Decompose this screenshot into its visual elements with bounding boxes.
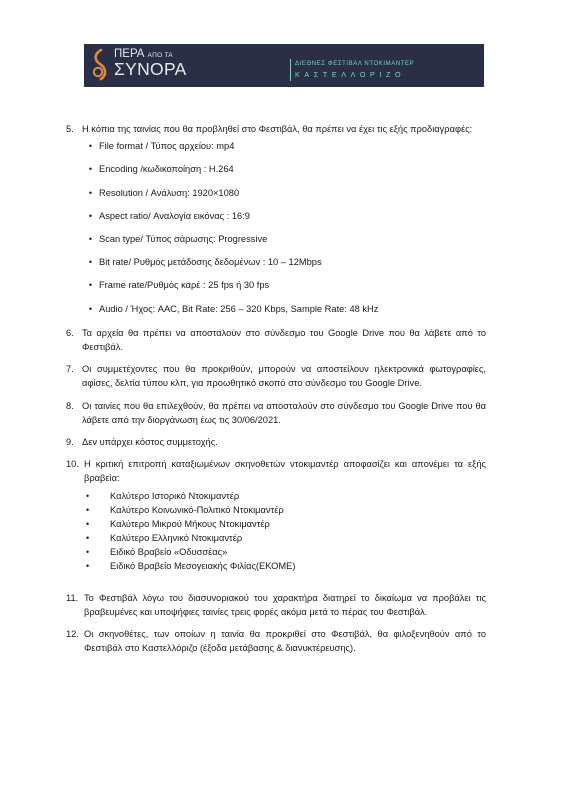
festival-subtitle: ΔΙΕΘΝΕΣ ΦΕΣΤΙΒΑΛ ΝΤΟΚΙΜΑΝΤΕΡ (295, 61, 415, 67)
award-text: Καλύτερο Ελληνικό Ντοκιμαντέρ (110, 532, 243, 543)
item-number: 12. (66, 629, 79, 640)
award-item (84, 559, 486, 573)
item-text: Οι συμμετέχοντες που θα προκριθούν, μπορούν να αποστείλουν ηλεκτρονικά φωτογραφίες, αφίσες, δελτία τύπου κλπ, για προωθητικό σκοπό στο σύνδεσμο του Google Drive. (82, 364, 486, 389)
item-number: 8. (66, 400, 74, 411)
list-item-10 (66, 457, 486, 572)
award-item (84, 489, 486, 503)
logo-divider (290, 59, 291, 81)
bullet-icon: • (86, 490, 90, 501)
spec-text: Encoding /κωδικοποίηση : H.264 (99, 164, 234, 175)
item-text: Η κριτική επιτροπή καταξιωμένων σκηνοθετών ντοκιμαντέρ αποφασίζει και απονέμει τα εξής βραβεία: (84, 459, 486, 484)
spec-item (82, 186, 486, 200)
list-item-6 (66, 326, 486, 354)
spec-item (82, 278, 486, 292)
logo-word-pera: ΠΕΡΑ (114, 48, 145, 60)
logo-word-synora: ΣΥΝΟΡΑ (114, 59, 187, 79)
list-item-9 (66, 435, 486, 449)
spec-list (82, 139, 486, 316)
item-number: 9. (66, 437, 74, 448)
spec-item (82, 209, 486, 223)
award-item (84, 545, 486, 559)
spec-text: File format / Τύπος αρχείου: mp4 (99, 141, 235, 152)
spec-item (82, 302, 486, 316)
spec-text: Scan type/ Τύπος σάρωσης: Progressive (99, 234, 268, 245)
bullet-icon: • (86, 532, 90, 543)
bullet-icon: • (88, 257, 93, 268)
list-item-5 (66, 122, 486, 318)
award-text: Καλύτερο Κοινωνικό-Πολιτικό Ντοκιμαντέρ (110, 504, 284, 515)
item-text: Δεν υπάρχει κόστος συμμετοχής. (82, 437, 218, 448)
item-text: Το Φεστιβάλ λόγω του διασυνοριακού του χαρακτήρα διατηρεί το δικαίωμα να προβάλει τις βραβευμένες και υποψήφιες ταινίες τρεις φορές ακόμα μετά το πέρας του Φεστιβάλ. (84, 592, 486, 617)
bullet-icon: • (86, 560, 90, 571)
festival-header-banner (84, 44, 484, 87)
spec-item (82, 139, 486, 153)
list-item-8 (66, 399, 486, 427)
item-number: 10. (66, 459, 79, 470)
bullet-icon: • (88, 210, 93, 221)
award-item (84, 531, 486, 545)
item-number: 11. (66, 592, 79, 603)
document-body (66, 122, 486, 663)
bullet-icon: • (88, 280, 93, 291)
award-text: Καλύτερο Μικρού Μήκους Ντοκιμαντέρ (110, 518, 270, 529)
award-text: Ειδικό Βραβείο «Οδυσσέας» (110, 546, 228, 557)
list-item-7 (66, 362, 486, 390)
item-text: Οι σκηνοθέτες, των οποίων η ταινία θα προκριθεί στο Φεστιβάλ, θα φιλοξενηθούν από το Φεστιβάλ στο Καστελλόριζο (έξοδα μετάβασης & διανυκτέρευσης). (84, 629, 486, 654)
item-text: Η κόπια της ταινίας που θα προβληθεί στο Φεστιβάλ, θα πρέπει να έχει τις εξής προδιαγραφές: (82, 124, 473, 134)
list-item-11 (66, 591, 486, 619)
item-number: 5. (66, 124, 74, 134)
festival-logo-icon (90, 48, 112, 82)
logo-word-apo-ta: ΑΠΟ ΤΑ (147, 52, 173, 59)
spec-item (82, 232, 486, 246)
bullet-icon: • (86, 518, 90, 529)
bullet-icon: • (86, 504, 90, 515)
bullet-icon: • (88, 234, 93, 245)
spec-text: Audio / Ήχος: AAC, Bit Rate: 256 – 320 Kbps, Sample Rate: 48 kHz (99, 303, 379, 314)
award-item (84, 517, 486, 531)
item-number: 6. (66, 327, 74, 338)
bullet-icon: • (88, 141, 93, 152)
awards-list (84, 489, 486, 573)
spec-text: Aspect ratio/ Αναλογία εικόνας : 16:9 (99, 210, 250, 221)
festival-location: ΚΑΣΤΕΛΛΟΡΙΖΟ (295, 70, 406, 79)
spec-item (82, 255, 486, 269)
spec-text: Bit rate/ Ρυθμός μετάδοσης δεδομένων : 10 – 12Mbps (99, 257, 322, 268)
spec-item (82, 162, 486, 176)
spec-text: Resolution / Ανάλυση: 1920×1080 (99, 187, 240, 198)
bullet-icon: • (88, 164, 93, 175)
item-text: Τα αρχεία θα πρέπει να αποσταλούν στο σύνδεσμο του Google Drive που θα λάβετε από το Φεστιβάλ. (82, 327, 486, 353)
bullet-icon: • (88, 187, 93, 198)
award-item (84, 503, 486, 517)
spec-text: Frame rate/Ρυθμός καρέ : 25 fps ή 30 fps (99, 280, 270, 291)
bullet-icon: • (88, 303, 93, 314)
item-number: 7. (66, 364, 74, 375)
bullet-icon: • (86, 546, 90, 557)
award-text: Καλύτερο Ιστορικό Ντοκιμαντέρ (110, 490, 240, 501)
item-text: Οι ταινίες που θα επιλεχθούν, θα πρέπει να αποσταλούν στο σύνδεσμο του Google Drive που θα λάβετε από την διοργάνωση έως τις 30/06/2021. (82, 400, 486, 425)
award-text: Ειδικό Βραβείο Μεσογειακής Φιλίας(ΕΚΟΜΕ) (110, 560, 296, 571)
list-item-12 (66, 627, 486, 655)
